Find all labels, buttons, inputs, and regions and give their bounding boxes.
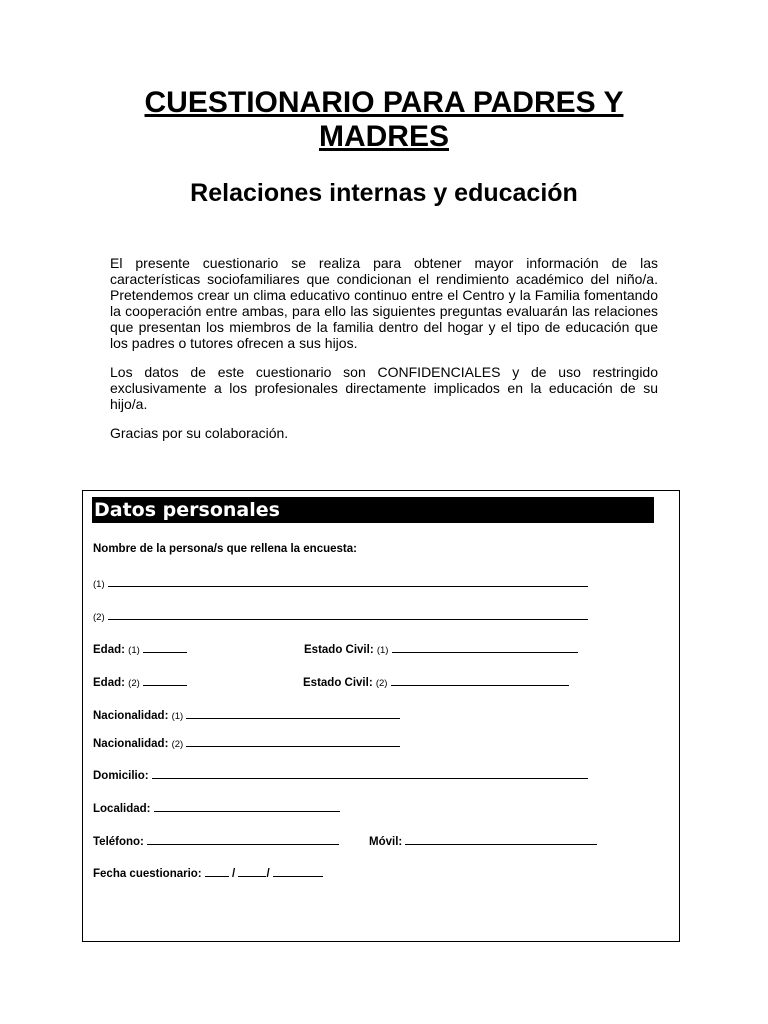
nombre-label: Nombre de la persona/s que rellena la encuesta: (93, 543, 357, 555)
fecha-year-field[interactable] (273, 866, 323, 877)
intro-paragraph-2: Los datos de este cuestionario son CONFIDENCIALES y de uso restringido exclusivamente a los profesionales directamente implicados en la educación de su hijo/a. (110, 364, 658, 412)
nombre-row-1 (93, 576, 588, 590)
estado-civil-field-1[interactable] (392, 642, 578, 653)
intro-text (110, 255, 658, 454)
fecha-day-field[interactable] (205, 866, 229, 877)
edad-row-2 (93, 675, 187, 689)
estado-civil-label-2: Estado Civil: (303, 677, 373, 689)
edad-label-1: Edad: (93, 644, 125, 656)
page-subtitle: Relaciones internas y educación (190, 179, 578, 207)
localidad-row (93, 801, 340, 815)
domicilio-label: Domicilio: (93, 770, 149, 782)
nombre-row-2 (93, 609, 588, 623)
fecha-label: Fecha cuestionario: (93, 868, 202, 880)
nacionalidad-row-2 (93, 736, 400, 750)
nombre-field-1[interactable] (108, 576, 588, 587)
telefono-field[interactable] (147, 834, 339, 845)
nacionalidad-marker-1: (1) (171, 711, 184, 722)
estado-civil-row-2 (303, 675, 569, 689)
localidad-field[interactable] (154, 801, 340, 812)
movil-label: Móvil: (369, 836, 403, 848)
domicilio-row (93, 768, 588, 782)
telefono-label: Teléfono: (93, 836, 144, 848)
edad-row-1 (93, 642, 187, 656)
edad-marker-1: (1) (128, 645, 140, 656)
telefono-row (93, 834, 339, 848)
nacionalidad-row-1 (93, 708, 400, 722)
estado-civil-marker-1: (1) (376, 645, 389, 656)
nacionalidad-marker-2: (2) (171, 739, 184, 750)
edad-label-2: Edad: (93, 677, 125, 689)
nacionalidad-label-2: Nacionalidad: (93, 738, 169, 750)
personal-data-form (82, 490, 680, 942)
domicilio-field[interactable] (152, 768, 588, 779)
edad-marker-2: (2) (128, 678, 140, 689)
intro-paragraph-1: El presente cuestionario se realiza para obtener mayor información de las características sociofamiliares que condicionan el rendimiento académico del niño/a. Pretendemos crear un clima educativo continuo entre el Centro y la Familia fomentando la cooperación entre ambas, para ello las siguientes preguntas evaluarán las relaciones que presentan los miembros de la familia dentro del hogar y el tipo de educación que los padres o tutores ofrecen a sus hijos. (110, 255, 658, 351)
localidad-label: Localidad: (93, 803, 151, 815)
estado-civil-field-2[interactable] (391, 675, 569, 686)
estado-civil-marker-2: (2) (375, 678, 388, 689)
fecha-sep-2: / (266, 868, 270, 880)
estado-civil-label-1: Estado Civil: (304, 644, 374, 656)
section-header: Datos personales (92, 497, 654, 523)
intro-paragraph-3: Gracias por su colaboración. (110, 425, 289, 441)
fecha-month-field[interactable] (238, 866, 266, 877)
edad-field-2[interactable] (143, 675, 187, 686)
marker-2: (2) (93, 612, 105, 623)
edad-field-1[interactable] (143, 642, 187, 653)
movil-field[interactable] (405, 834, 597, 845)
marker-1: (1) (93, 579, 105, 590)
page-title: CUESTIONARIO PARA PADRES Y MADRES (144, 86, 624, 153)
estado-civil-row-1 (304, 642, 578, 656)
fecha-row (93, 866, 323, 880)
nacionalidad-label-1: Nacionalidad: (93, 710, 169, 722)
fecha-sep-1: / (232, 868, 236, 880)
nombre-field-2[interactable] (108, 609, 588, 620)
movil-row (369, 834, 597, 848)
nacionalidad-field-1[interactable] (186, 708, 400, 719)
nacionalidad-field-2[interactable] (186, 736, 400, 747)
